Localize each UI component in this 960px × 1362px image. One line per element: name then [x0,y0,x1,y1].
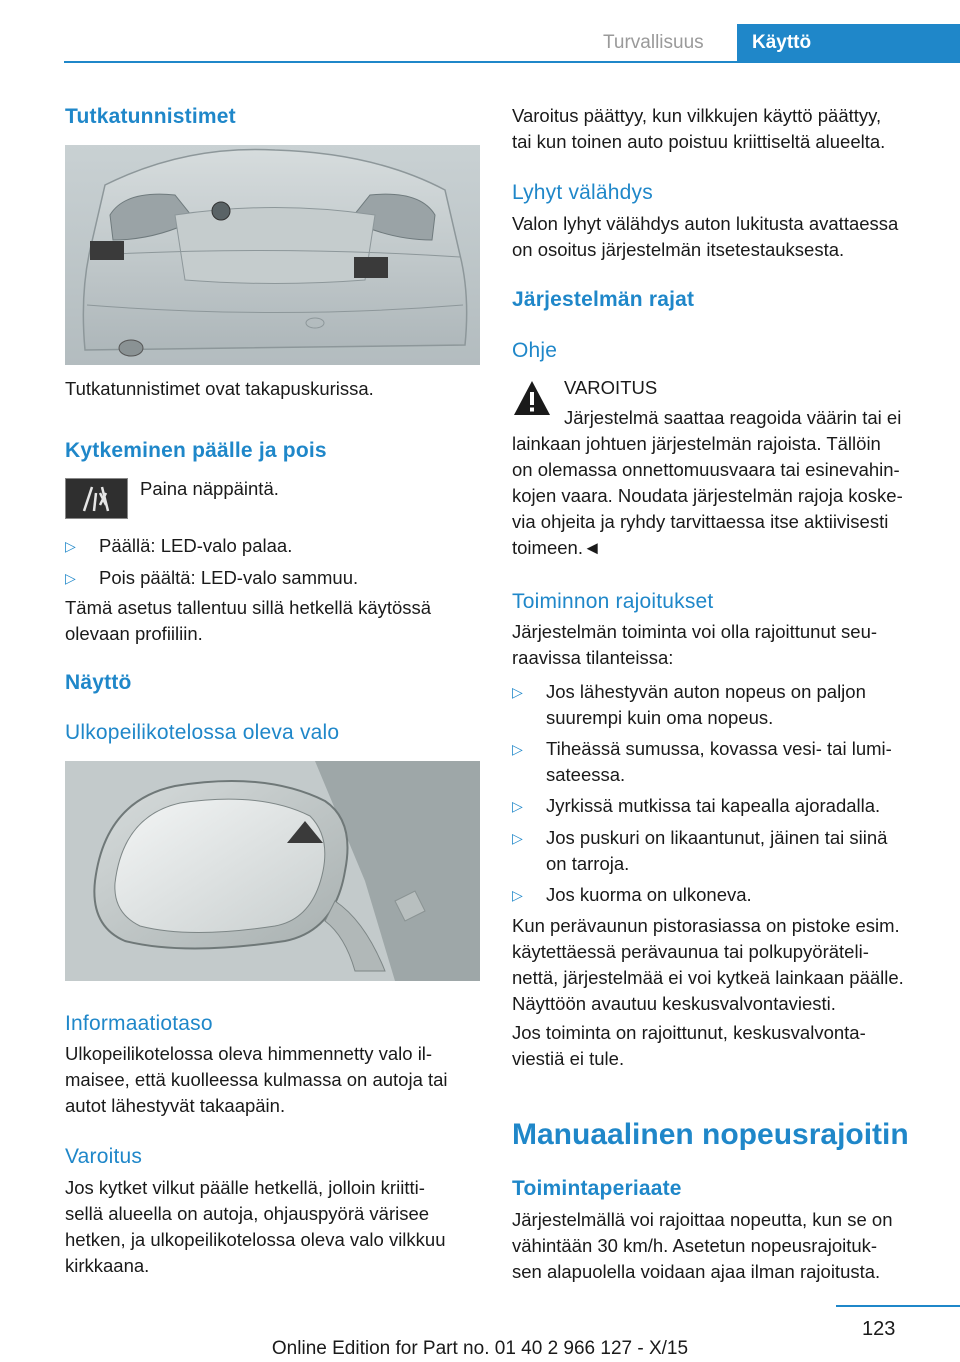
side-mirror-image [65,761,480,981]
info-line-2: maisee, että kuolleessa kulmassa on autoja tai [65,1069,448,1090]
heading-rajat: Järjestelmän rajat [512,288,695,311]
triangle-right-icon: ▷ [512,830,523,846]
heading-tutkatunnistimet: Tutkatunnistimet [65,105,236,128]
perava-line-3: nettä, järjestelmää ei voi kytkeä lainkaan päälle. [512,967,904,988]
heading-varoitus: Varoitus [65,1145,143,1168]
profile-line-1: Tämä asetus tallentuu sillä hetkellä käytössä [65,597,432,618]
header-tab-kaytto: Käyttö [737,24,960,62]
varoitus-line-3: hetken, ja ulkopeilikotelossa oleva valo vilkkuu [65,1229,446,1250]
paragraph-profile [65,595,483,647]
bullet-onoff-2-text: Pois päältä: LED-valo sammuu. [99,567,359,588]
bullet-limit-3-line-1: Jyrkissä mutkissa tai kapealla ajoradalla. [546,795,881,816]
paragraph-lyhyt [512,211,942,263]
bullet-onoff-1-text: Päällä: LED-valo palaa. [99,535,293,556]
bullet-limit-2-line-1: Tiheässä sumussa, kovassa vesi- tai lumi- [546,738,892,759]
perava-line-1: Kun perävaunun pistorasiassa on pistoke esim. [512,915,900,936]
bullet-limit-1 [512,679,942,731]
warning-title: VAROITUS [564,377,658,398]
triangle-right-icon: ▷ [512,887,523,903]
varoitus-line-2: sellä alueella on autoja, ohjauspyörä värisee [65,1203,430,1224]
paragraph-jos [512,1020,942,1072]
perava-line-2: käytettäessä perävaunua tai polkupyöräteli- [512,941,869,962]
bullet-limit-1-line-2: suurempi kuin oma nopeus. [546,707,774,728]
heading-ulkopeili: Ulkopeilikotelossa oleva valo [65,721,340,744]
bullet-limit-5 [512,882,942,908]
paragraph-perava [512,913,952,1017]
info-line-3: autot lähestyvät takaapäin. [65,1095,286,1116]
heading-kytkeminen: Kytkeminen päälle ja pois [65,439,327,462]
rear-bumper-sensors-image [65,145,480,365]
caption-tutkatunnistimet: Tutkatunnistimet ovat takapuskurissa. [65,378,374,399]
bullet-limit-4-line-1: Jos puskuri on likaantunut, jäinen tai siinä [546,827,888,848]
triangle-right-icon: ▷ [65,538,76,554]
blind-spot-symbol [66,479,127,518]
triangle-right-icon: ▷ [512,684,523,700]
bullet-limit-4 [512,825,942,877]
heading-manuaalinen: Manuaalinen nopeusrajoitin [512,1118,909,1151]
page-number: 123 [862,1318,896,1340]
heading-informaatiotaso: Informaatiotaso [65,1012,213,1035]
varoitus-line-4: kirkkaana. [65,1255,150,1276]
heading-toiminnon: Toiminnon rajoitukset [512,590,714,613]
edition-footer: Online Edition for Part no. 01 40 2 966 127 - X/15 [271,1338,689,1359]
toiminnon-line-2: raavissa tilanteissa: [512,647,674,668]
paragraph-toiminnon [512,619,942,671]
mirror-illustration [65,761,480,981]
heading-naytto: Näyttö [65,671,132,694]
warning-body [512,431,942,561]
paragraph-info [65,1041,483,1119]
paragraph-varoitus-end [512,103,942,155]
warning-line-2: lainkaan johtuen järjestelmän rajoista. Tällöin [512,433,881,454]
triangle-right-icon: ▷ [512,798,523,814]
footer-rule [836,1305,960,1307]
warning-line-6: toimeen.◄ [512,537,602,558]
bullet-limit-2 [512,736,942,788]
triangle-right-icon: ▷ [65,570,76,586]
varoitus-line-1: Jos kytket vilkut päälle hetkellä, jolloin kriitti- [65,1177,425,1198]
toimintaperiaate-line-2: vähintään 30 km/h. Asetetun nopeusrajoituk- [512,1235,878,1256]
triangle-right-icon: ▷ [512,741,523,757]
warning-triangle-icon [512,378,552,418]
heading-lyhyt: Lyhyt välähdys [512,181,653,204]
header-tab-turvallisuus: Turvallisuus [603,32,704,53]
info-line-1: Ulkopeilikotelossa oleva himmennetty valo il- [65,1043,433,1064]
warning-line-4: kojen vaara. Noudata järjestelmän rajoja koske- [512,485,903,506]
press-button-text: Paina näppäintä. [140,478,279,499]
warning-line-1: Järjestelmä saattaa reagoida väärin tai ei [564,407,902,428]
toimintaperiaate-line-1: Järjestelmällä voi rajoittaa nopeutta, kun se on [512,1209,893,1230]
bullet-onoff-2 [65,565,483,591]
perava-line-4: Näyttöön avautuu keskusvalvontaviesti. [512,993,836,1014]
warning-line-3: on olemassa onnettomuusvaara tai esinevahin- [512,459,900,480]
paragraph-toimintaperiaate [512,1207,942,1285]
bullet-limit-1-line-1: Jos lähestyvän auton nopeus on paljon [546,681,866,702]
profile-line-2: olevaan profiiliin. [65,623,203,644]
bullet-limit-4-line-2: on tarroja. [546,853,630,874]
varoitus-end-line-2: tai kun toinen auto poistuu kriittiseltä alueelta. [512,131,886,152]
heading-toimintaperiaate: Toimintaperiaate [512,1177,682,1200]
header-rule [64,61,960,63]
bullet-limit-3 [512,793,942,819]
toiminnon-line-1: Järjestelmän toiminta voi olla rajoittunut seu- [512,621,878,642]
car-rear-illustration [65,145,480,365]
toimintaperiaate-line-3: sen alapuolella voidaan ajaa ilman rajoitusta. [512,1261,881,1282]
jos-line-1: Jos toiminta on rajoittunut, keskusvalvonta- [512,1022,866,1043]
blind-spot-button-icon [65,478,128,519]
heading-ohje: Ohje [512,339,558,362]
paragraph-varoitus [65,1175,483,1279]
lyhyt-line-2: on osoitus järjestelmän itsetestauksesta. [512,239,845,260]
bullet-limit-5-line-1: Jos kuorma on ulkoneva. [546,884,752,905]
lyhyt-line-1: Valon lyhyt välähdys auton lukitusta avattaessa [512,213,899,234]
varoitus-end-line-1: Varoitus päättyy, kun vilkkujen käyttö päättyy, [512,105,882,126]
jos-line-2: viestiä ei tule. [512,1048,625,1069]
bullet-onoff-1 [65,533,483,559]
warning-line-5: via ohjeita ja ryhdy tarvittaessa itse aktiivisesti [512,511,889,532]
bullet-limit-2-line-2: sateessa. [546,764,626,785]
